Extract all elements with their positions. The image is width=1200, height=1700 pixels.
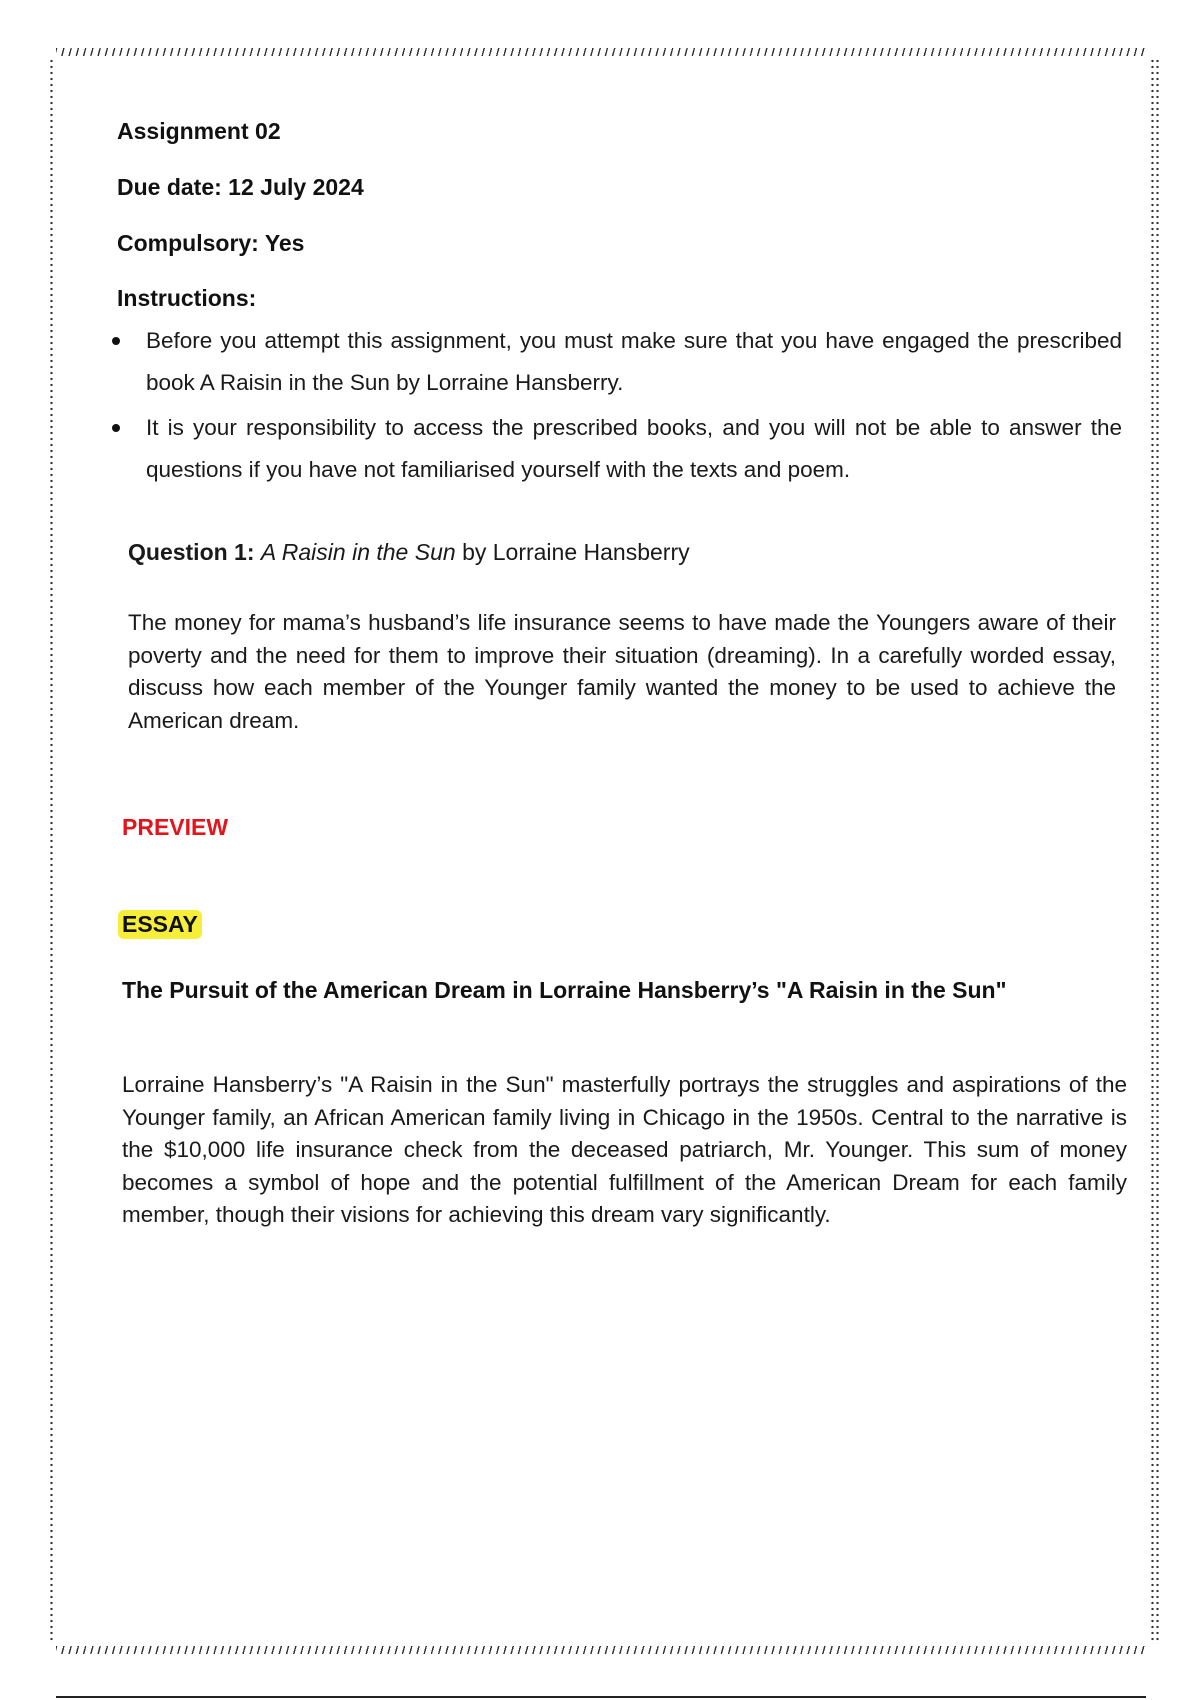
border-top-dashes [56,48,1148,56]
border-left-dots [50,58,53,1644]
question-book-title: A Raisin in the Sun [260,539,456,565]
due-date: Due date: 12 July 2024 [117,174,364,200]
instruction-text: Before you attempt this assignment, you must make sure that you have engaged the prescribed book A Raisin in the Sun by Lorraine Hansberry. [146,328,1122,395]
essay-body: Lorraine Hansberry’s "A Raisin in the Sun" masterfully portrays the struggles and aspirations of the Younger family, an African American family living in Chicago in the 1950s. Central to the narrative is the $10,000 life insurance check from the deceased patriarch, Mr. Younger. This sum of money becomes a symbol of hope and the potential fulfillment of the American Dream for each family member, though their visions for achieving this dream vary significantly. [122,1072,1127,1227]
footer-divider [56,1696,1146,1698]
essay-title: The Pursuit of the American Dream in Lorraine Hansberry’s "A Raisin in the Sun" [122,977,1007,1003]
bullet-icon [112,337,120,345]
bullet-icon [112,424,120,432]
question-text: The money for mama’s husband’s life insurance seems to have made the Youngers aware of their poverty and the need for them to improve their situation (dreaming). In a carefully worded essay, discuss how each member of the Younger family wanted the money to be used to achieve the American dream. [128,610,1116,733]
instruction-text: It is your responsibility to access the prescribed books, and you will not be able to answer the questions if you have not familiarised yourself with the texts and poem. [146,415,1122,482]
preview-label: PREVIEW [122,814,229,840]
assignment-title: Assignment 02 [117,118,281,144]
border-right-dots [1151,58,1154,1644]
question-label: Question 1: [128,539,255,565]
question-author: by Lorraine Hansberry [462,539,690,565]
instructions-heading: Instructions: [117,285,257,311]
instruction-item [112,320,1122,404]
border-bottom-dashes [56,1646,1148,1654]
compulsory-status: Compulsory: Yes [117,230,305,256]
instruction-item [112,407,1122,491]
essay-tag: ESSAY [118,910,202,939]
question-heading [128,539,690,566]
